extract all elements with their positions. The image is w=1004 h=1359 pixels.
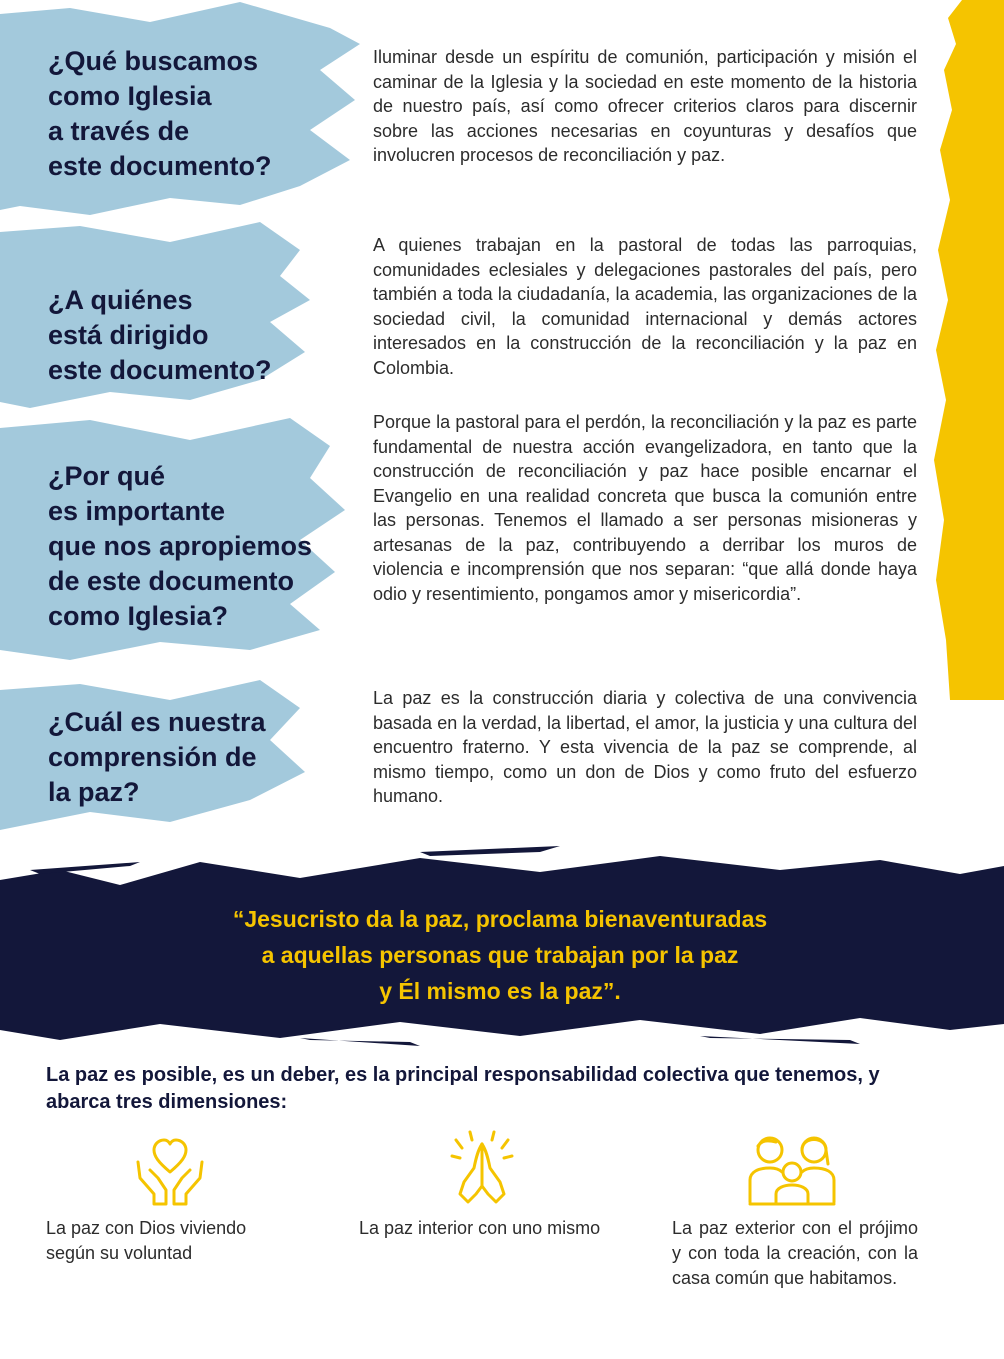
dimension-3-text: La paz exterior con el prójimo y con toda la creación, con la casa común que habitamos. — [672, 1218, 918, 1288]
quote-text: “Jesucristo da la paz, proclama bienaventuradas a aquellas personas que trabajan por la paz y Él mismo es la paz”. — [232, 906, 768, 1004]
section-1-answer: Iluminar desde un espíritu de comunión, participación y misión el caminar de la Iglesia y la sociedad en este momento de la historia de nuestro país, así como ofrecer criterios claros para discernir sobre las acciones necesarias en coyunturas y desafíos que involucren procesos de reconciliación y paz. — [373, 47, 917, 165]
dimension-1-text: La paz con Dios viviendo según su voluntad — [46, 1218, 247, 1263]
praying-hands-icon — [448, 1128, 516, 1210]
family-icon — [746, 1128, 838, 1210]
dimension-2-text: La paz interior con uno mismo — [359, 1218, 601, 1238]
section-3-question: ¿Por qué es importante que nos apropiemos de este documento como Iglesia? — [48, 461, 313, 631]
dimensions-intro: La paz es posible, es un deber, es la principal responsabilidad colectiva que tenemos, y abarca tres dimensiones: — [46, 1064, 880, 1113]
section-2-question: ¿A quiénes está dirigido este documento? — [48, 285, 272, 385]
section-3-answer: Porque la pastoral para el perdón, la reconciliación y la paz es parte fundamental de nuestra acción evangelizadora, en tanto que la construcción de reconciliación y paz hace posible encarnar el Evangelio en una realidad concreta que busca la comunión entre las personas. Tenemos el llamado a ser personas misioneras y artesanas de la paz, contribuyendo a derribar los muros de violencia e incomprensión que nos separan: “que allá donde haya odio y resentimiento, pongamos amor y misericordia”. — [373, 412, 917, 604]
section-4-answer: La paz es la construcción diaria y colectiva de una convivencia basada en la verdad, la libertad, el amor, la justicia y una cultura del encuentro fraterno. Y esta vivencia de la paz se comprende, al mismo tiempo, como un don de Dios y como fruto del esfuerzo humano. — [373, 688, 917, 806]
section-2-answer: A quienes trabajan en la pastoral de todas las parroquias, comunidades eclesiales y delegaciones pastorales del país, pero también a toda la ciudadanía, la academia, las organizaciones de la sociedad civil, la comunidad internacional y demás actores interesados en la construcción de la reconciliación y la paz en Colombia. — [373, 235, 917, 378]
yellow-brush-stroke — [934, 0, 1004, 700]
section-1-question: ¿Qué buscamos como Iglesia a través de este documento? — [48, 46, 272, 181]
section-4-question: ¿Cuál es nuestra comprensión de la paz? — [48, 707, 266, 807]
heart-in-hands-icon — [132, 1128, 208, 1208]
